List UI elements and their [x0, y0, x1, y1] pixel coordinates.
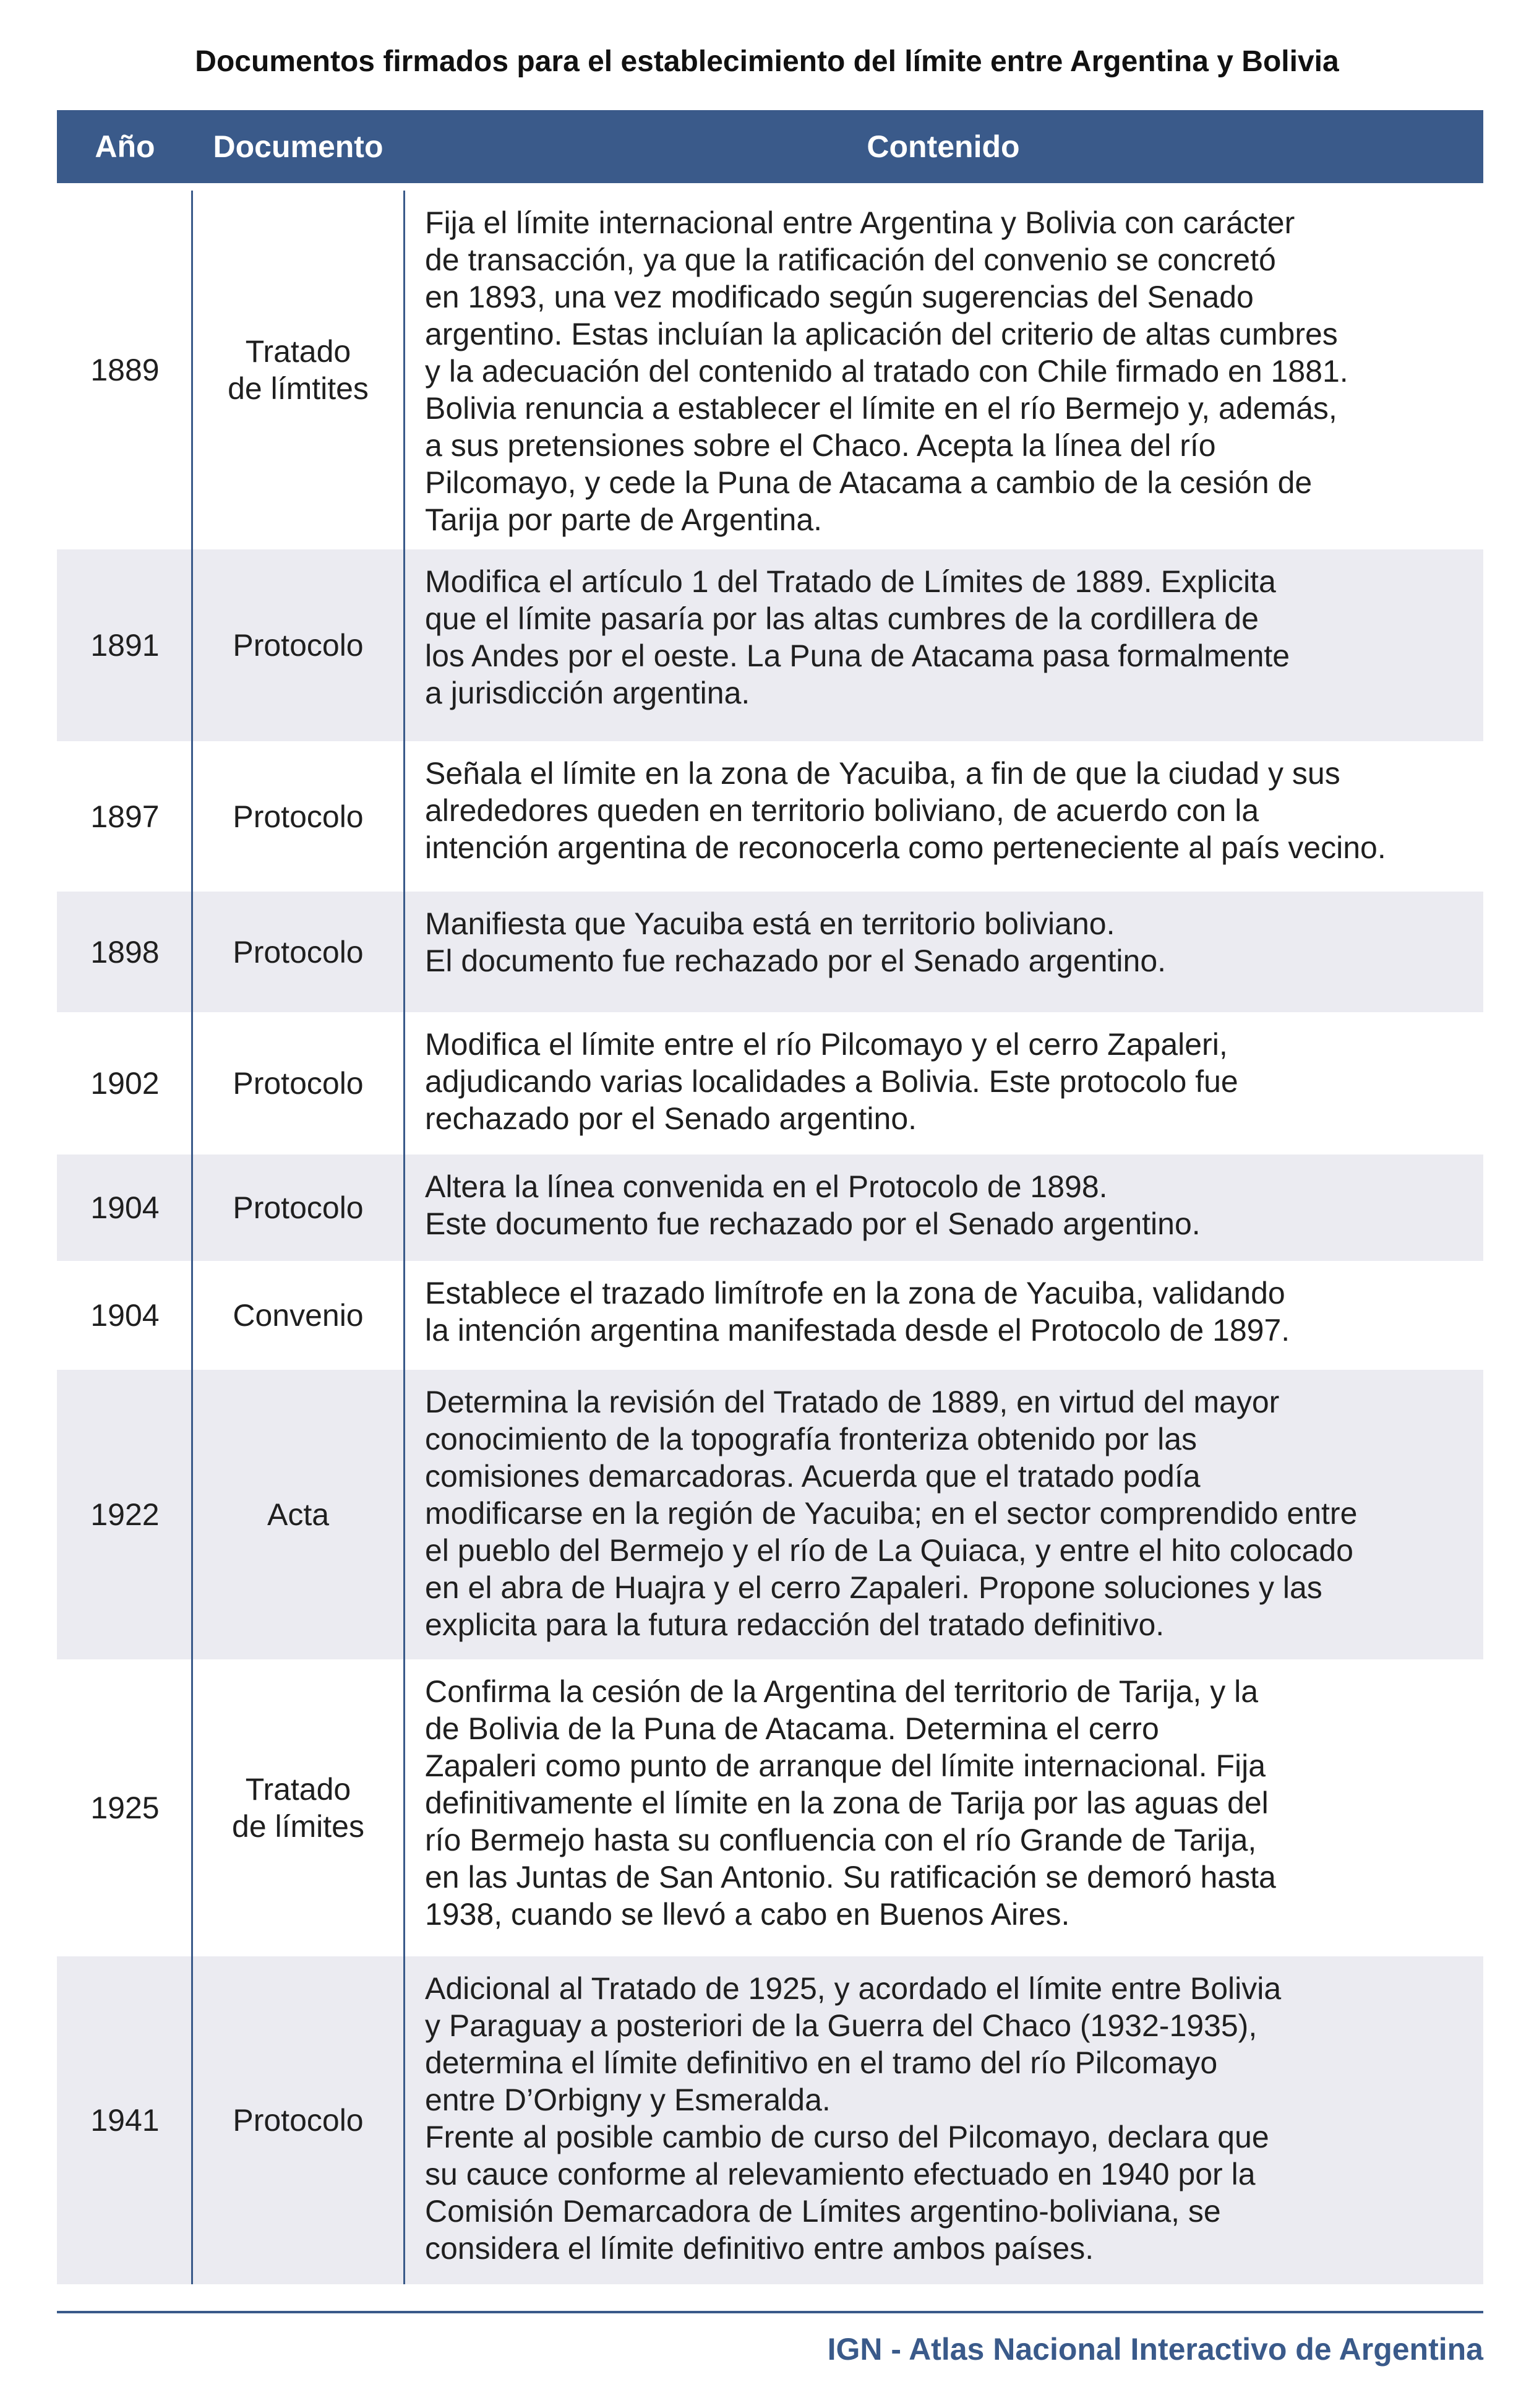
table-row — [57, 741, 1483, 892]
table-row — [57, 1659, 1483, 1956]
cell-document: Protocolo — [233, 2103, 364, 2138]
cell-content: Modifica el artículo 1 del Tratado de Límites de 1889. Explicita que el límite pasaría por las altas cumbres de la cordillera de los Andes por el oeste. La Puna de Atacama pasa formalmente a jurisdicción argentina. — [425, 564, 1290, 710]
cell-year: 1904 — [90, 1298, 160, 1333]
cell-year: 1922 — [90, 1497, 160, 1532]
header-document: Documento — [213, 129, 384, 164]
column-divider-year — [191, 191, 193, 2284]
footer-divider — [57, 2311, 1483, 2313]
cell-year: 1904 — [90, 1190, 160, 1225]
cell-year: 1898 — [90, 934, 160, 970]
column-divider-document — [403, 191, 405, 2284]
cell-content: Adicional al Tratado de 1925, y acordado el límite entre Bolivia y Paraguay a posteriori de la Guerra del Chaco (1932-1935), determina el límite definitivo en el tramo del río Pilcomayo entre D’Orbigny y Esmeralda. Frente al posible cambio de curso del Pilcomayo, declara que su cauce conforme al relevamiento efectuado en 1940 por la Comisión Demarcadora de Límites argentino-boliviana, se considera el límite definitivo entre ambos países. — [425, 1971, 1282, 2266]
header-year: Año — [95, 129, 155, 164]
documents-table — [57, 110, 1483, 2284]
table-row — [57, 549, 1483, 741]
cell-year: 1891 — [90, 628, 160, 663]
cell-year: 1925 — [90, 1791, 160, 1825]
cell-document: Protocolo — [233, 628, 364, 663]
cell-document: Protocolo — [233, 934, 364, 970]
cell-document: Tratado de límtites — [228, 334, 369, 406]
table-body — [57, 191, 1483, 2284]
table-row — [57, 1370, 1483, 1659]
cell-document: Protocolo — [233, 799, 364, 834]
cell-document: Acta — [267, 1497, 330, 1532]
cell-document: Protocolo — [233, 1066, 364, 1101]
table-row — [57, 1012, 1483, 1155]
footer-source: IGN - Atlas Nacional Interactivo de Argentina — [827, 2332, 1483, 2367]
cell-year: 1889 — [90, 353, 160, 387]
cell-content: Señala el límite en la zona de Yacuiba, a fin de que la ciudad y sus alrededores queden en territorio boliviano, de acuerdo con la intención argentina de reconocerla como perteneciente al país vecino. — [425, 756, 1386, 865]
cell-content: Establece el trazado limítrofe en la zona de Yacuiba, validando la intención argentina manifestada desde el Protocolo de 1897. — [425, 1276, 1290, 1348]
table-row — [57, 191, 1483, 549]
cell-content: Modifica el límite entre el río Pilcomayo y el cerro Zapaleri, adjudicando varias localidades a Bolivia. Este protocolo fue rechazado por el Senado argentino. — [425, 1027, 1238, 1136]
cell-year: 1897 — [90, 799, 160, 834]
table-row — [57, 892, 1483, 1012]
cell-content: Manifiesta que Yacuiba está en territorio boliviano. El documento fue rechazado por el Senado argentino. — [425, 906, 1167, 978]
cell-year: 1941 — [90, 2103, 160, 2138]
table-row — [57, 1956, 1483, 2284]
cell-content: Fija el límite internacional entre Argentina y Bolivia con carácter de transacción, ya que la ratificación del convenio se concretó en 1893, una vez modificado según sugerencias del Senado argentino. Estas incluían la aplicación del criterio de altas cumbres y la adecuación del contenido al tratado con Chile firmado en 1881. Bolivia renuncia a establecer el límite en el río Bermejo y, además, a sus pretensiones sobre el Chaco. Acepta la línea del río Pilcomayo, y cede la Puna de Atacama a cambio de la cesión de Tarija por parte de Argentina. — [425, 205, 1348, 537]
table-row — [57, 1155, 1483, 1261]
page-title: Documentos firmados para el establecimiento del límite entre Argentina y Bolivia — [195, 45, 1339, 78]
cell-document: Convenio — [233, 1298, 364, 1333]
header-content: Contenido — [867, 129, 1020, 164]
cell-content: Determina la revisión del Tratado de 1889, en virtud del mayor conocimiento de la topografía fronteriza obtenido por las comisiones demarcadoras. Acuerda que el tratado podía modificarse en la región de Yacuiba; en el sector comprendido entre el pueblo del Bermejo y el río de La Quiaca, y entre el hito colocado en el abra de Huajra y el cerro Zapaleri. Propone soluciones y las explicita para la futura redacción del tratado definitivo. — [425, 1385, 1358, 1642]
cell-document: Protocolo — [233, 1190, 364, 1225]
table-row — [57, 1261, 1483, 1370]
cell-year: 1902 — [90, 1066, 160, 1101]
table-header — [57, 110, 1483, 183]
cell-content: Confirma la cesión de la Argentina del territorio de Tarija, y la de Bolivia de la Puna de Atacama. Determina el cerro Zapaleri como punto de arranque del límite internacional. Fija definitivamente el límite en la zona de Tarija por las aguas del río Bermejo hasta su confluencia con el río Grande de Tarija, en las Juntas de San Antonio. Su ratificación se demoró hasta 1938, cuando se llevó a cabo en Buenos Aires. — [425, 1674, 1276, 1932]
cell-document: Tratado de límites — [232, 1772, 364, 1844]
cell-content: Altera la línea convenida en el Protocolo de 1898. Este documento fue rechazado por el Senado argentino. — [425, 1169, 1201, 1241]
